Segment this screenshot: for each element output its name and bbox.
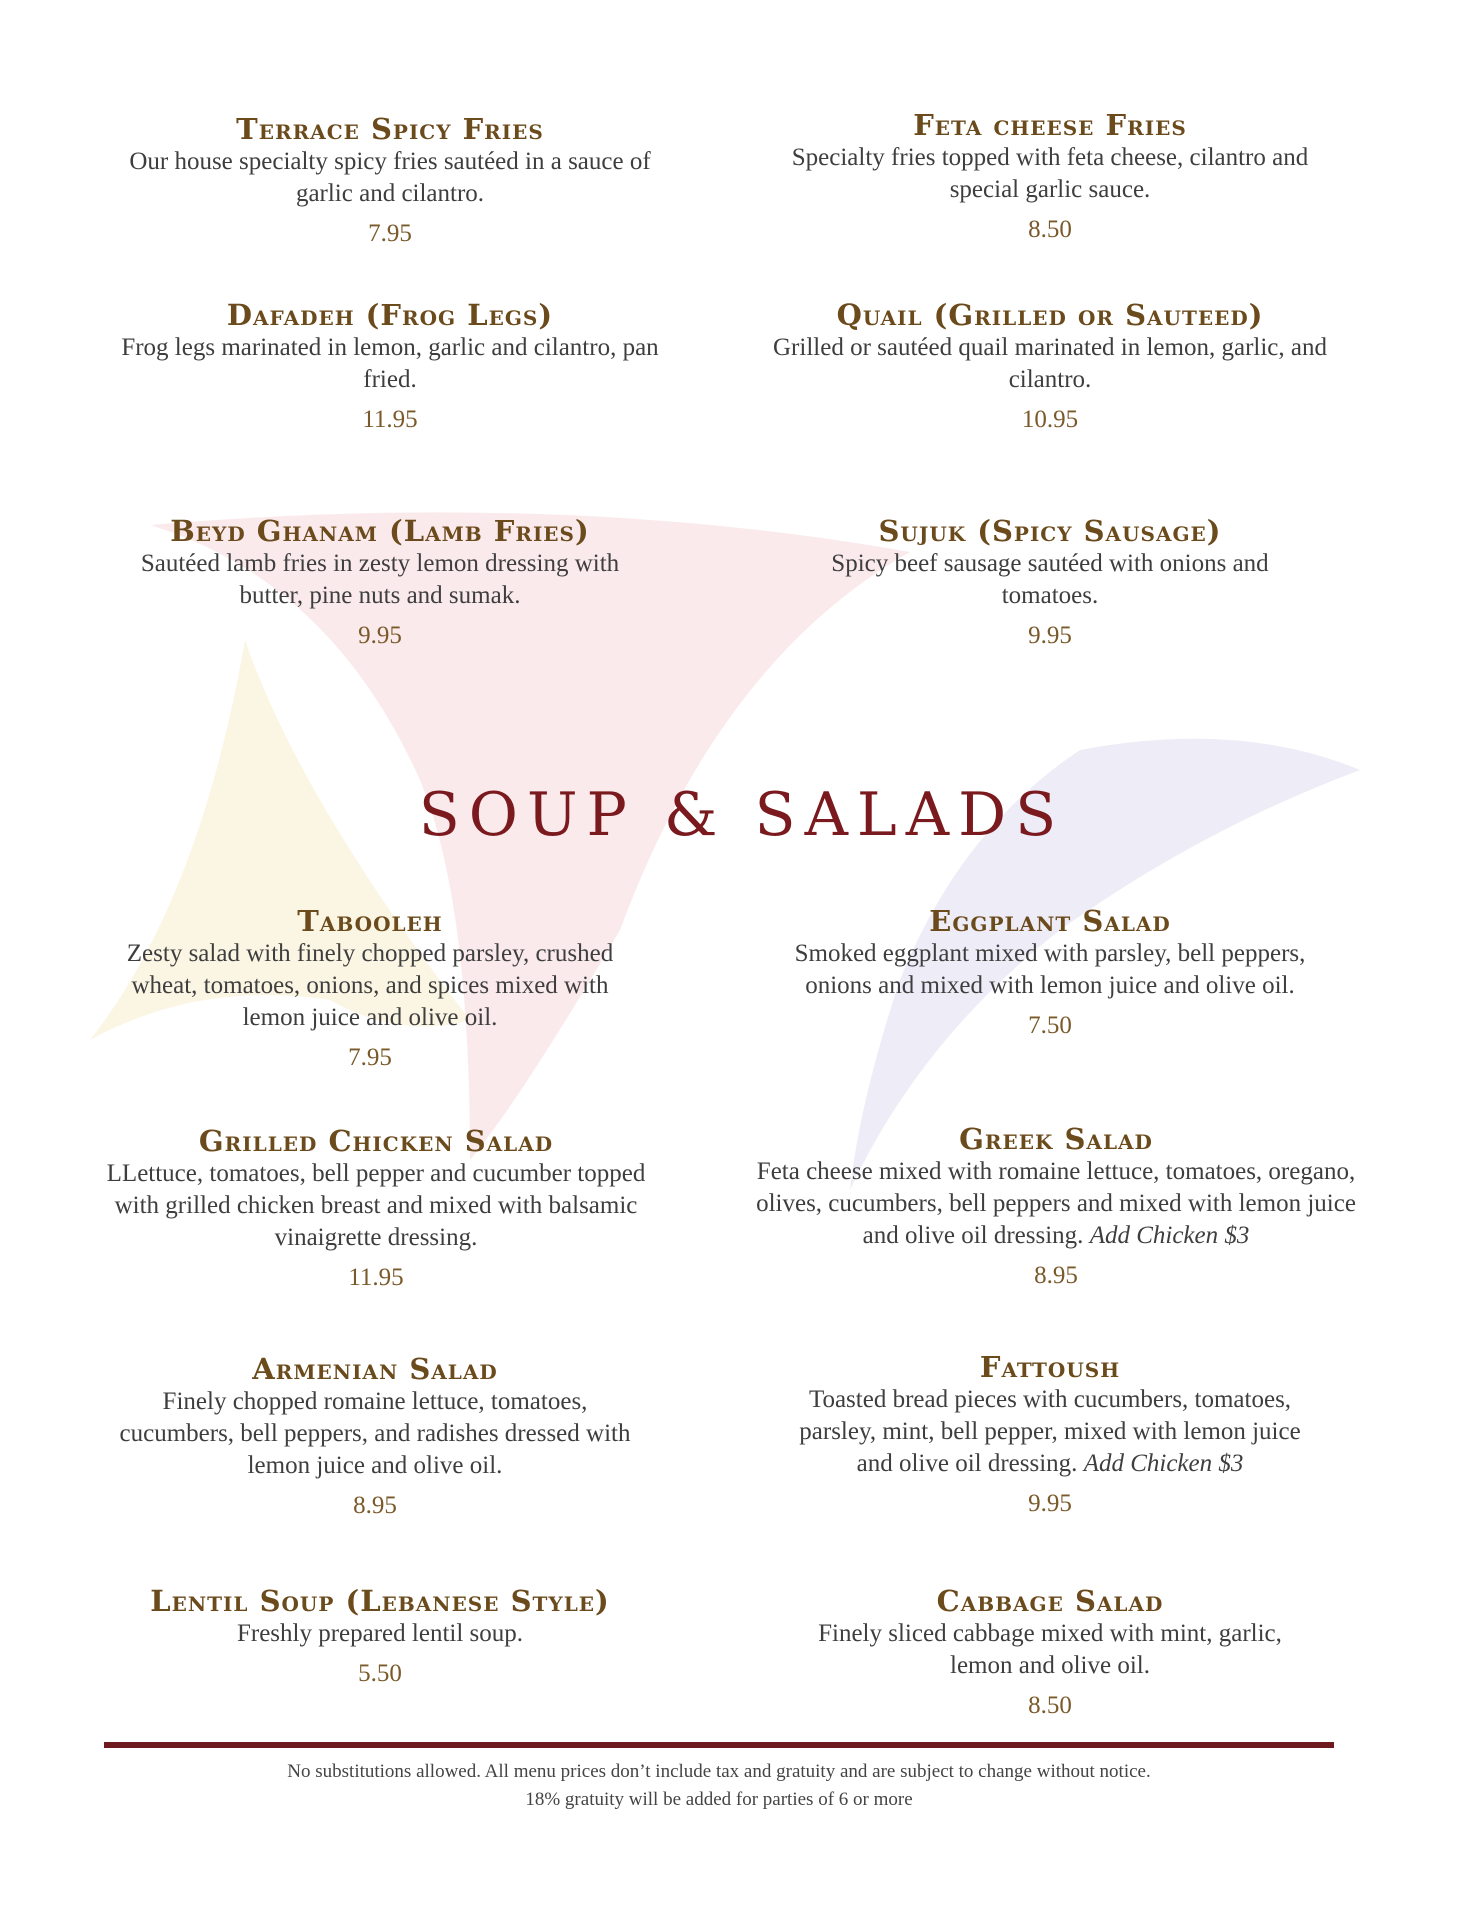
menu-item [790, 514, 1310, 651]
item-price: 8.50 [1028, 216, 1072, 243]
item-price: 5.50 [358, 1660, 402, 1687]
footer-line: 18% gratuity will be added for parties of 6 or more [525, 1789, 913, 1810]
item-description: Specialty fries topped with feta cheese, cilantro and special garlic sauce. [791, 144, 1309, 203]
item-name: Feta cheese Fries [913, 108, 1187, 142]
menu-item [790, 1584, 1310, 1721]
menu-item [770, 298, 1330, 435]
section-title: SOUP & SALADS [418, 780, 1066, 850]
item-price: 7.95 [348, 1044, 392, 1071]
menu-item [780, 1350, 1320, 1519]
item-description: Freshly prepared lentil soup. [236, 1620, 524, 1647]
item-price: 8.95 [353, 1492, 397, 1519]
item-price: 11.95 [362, 406, 418, 433]
item-description: Zesty salad with finely chopped parsley, crushed wheat, tomatoes, onions, and spices mixed with lemon juice and olive oil. [126, 940, 614, 1031]
footer-divider [104, 1742, 1334, 1748]
menu-item [100, 298, 680, 435]
item-price: 7.50 [1028, 1012, 1072, 1039]
menu-item [100, 904, 640, 1073]
item-description: Toasted bread pieces with cucumbers, tomatoes, parsley, mint, bell pepper, mixed with lemon juice and olive oil dressing. Add Chicken $3 [799, 1386, 1301, 1477]
item-name: Eggplant Salad [929, 904, 1171, 938]
menu-item [770, 108, 1330, 245]
footer-note [104, 1758, 1334, 1814]
menu-item [110, 514, 650, 651]
item-name: Lentil Soup (Lebanese Style) [150, 1584, 610, 1618]
item-description: Sautéed lamb fries in zesty lemon dressing with butter, pine nuts and sumak. [140, 550, 620, 609]
item-description: Smoked eggplant mixed with parsley, bell peppers, onions and mixed with lemon juice and olive oil. [794, 940, 1306, 999]
menu-item [100, 112, 680, 249]
item-name: Terrace Spicy Fries [236, 112, 544, 146]
menu-item [780, 904, 1320, 1041]
item-price: 9.95 [1028, 1490, 1072, 1517]
item-description: Finely chopped romaine lettuce, tomatoes, cucumbers, bell peppers, and radishes dressed with lemon juice and olive oil. [119, 1388, 631, 1479]
item-name: Greek Salad [959, 1122, 1153, 1156]
item-name: Armenian Salad [252, 1352, 498, 1386]
item-name: Tabooleh [297, 904, 443, 938]
item-name: Beyd Ghanam (Lamb Fries) [170, 514, 590, 548]
item-price: 9.95 [1028, 622, 1072, 649]
item-name: Quail (Grilled or Sauteed) [836, 298, 1264, 332]
menu-item [110, 1352, 640, 1521]
item-price: 7.95 [368, 220, 412, 247]
menu-item [96, 1124, 656, 1293]
item-description: Our house specialty spicy fries sautéed in a sauce of garlic and cilantro. [129, 148, 651, 207]
footer-line: No substitutions allowed. All menu prices don’t include tax and gratuity and are subject to change without notice. [287, 1761, 1151, 1782]
item-note: Add Chicken $3 [1089, 1222, 1250, 1249]
item-name: Fattoush [979, 1350, 1121, 1384]
item-note: Add Chicken $3 [1083, 1450, 1244, 1477]
item-name: Grilled Chicken Salad [198, 1124, 554, 1158]
item-description: Grilled or sautéed quail marinated in lemon, garlic, and cilantro. [773, 334, 1327, 393]
item-description: Spicy beef sausage sautéed with onions and tomatoes. [831, 550, 1269, 609]
item-description: Feta cheese mixed with romaine lettuce, tomatoes, oregano, olives, cucumbers, bell peppers and mixed with lemon juice and olive oil dressing. Add Chicken $3 [756, 1158, 1356, 1249]
item-description: Finely sliced cabbage mixed with mint, garlic, lemon and olive oil. [818, 1620, 1282, 1679]
item-name: Dafadeh (Frog Legs) [226, 298, 554, 332]
item-description: LLettuce, tomatoes, bell pepper and cucumber topped with grilled chicken breast and mixed with balsamic vinaigrette dressing. [106, 1160, 646, 1251]
menu-item [746, 1122, 1366, 1291]
menu-item [110, 1584, 650, 1689]
item-description: Frog legs marinated in lemon, garlic and cilantro, pan fried. [121, 334, 659, 393]
item-price: 10.95 [1021, 406, 1079, 433]
item-price: 8.95 [1034, 1262, 1078, 1289]
item-price: 8.50 [1028, 1692, 1072, 1719]
item-name: Cabbage Salad [936, 1584, 1164, 1618]
item-price: 9.95 [358, 622, 402, 649]
item-name: Sujuk (Spicy Sausage) [878, 514, 1222, 548]
item-price: 11.95 [348, 1264, 404, 1291]
